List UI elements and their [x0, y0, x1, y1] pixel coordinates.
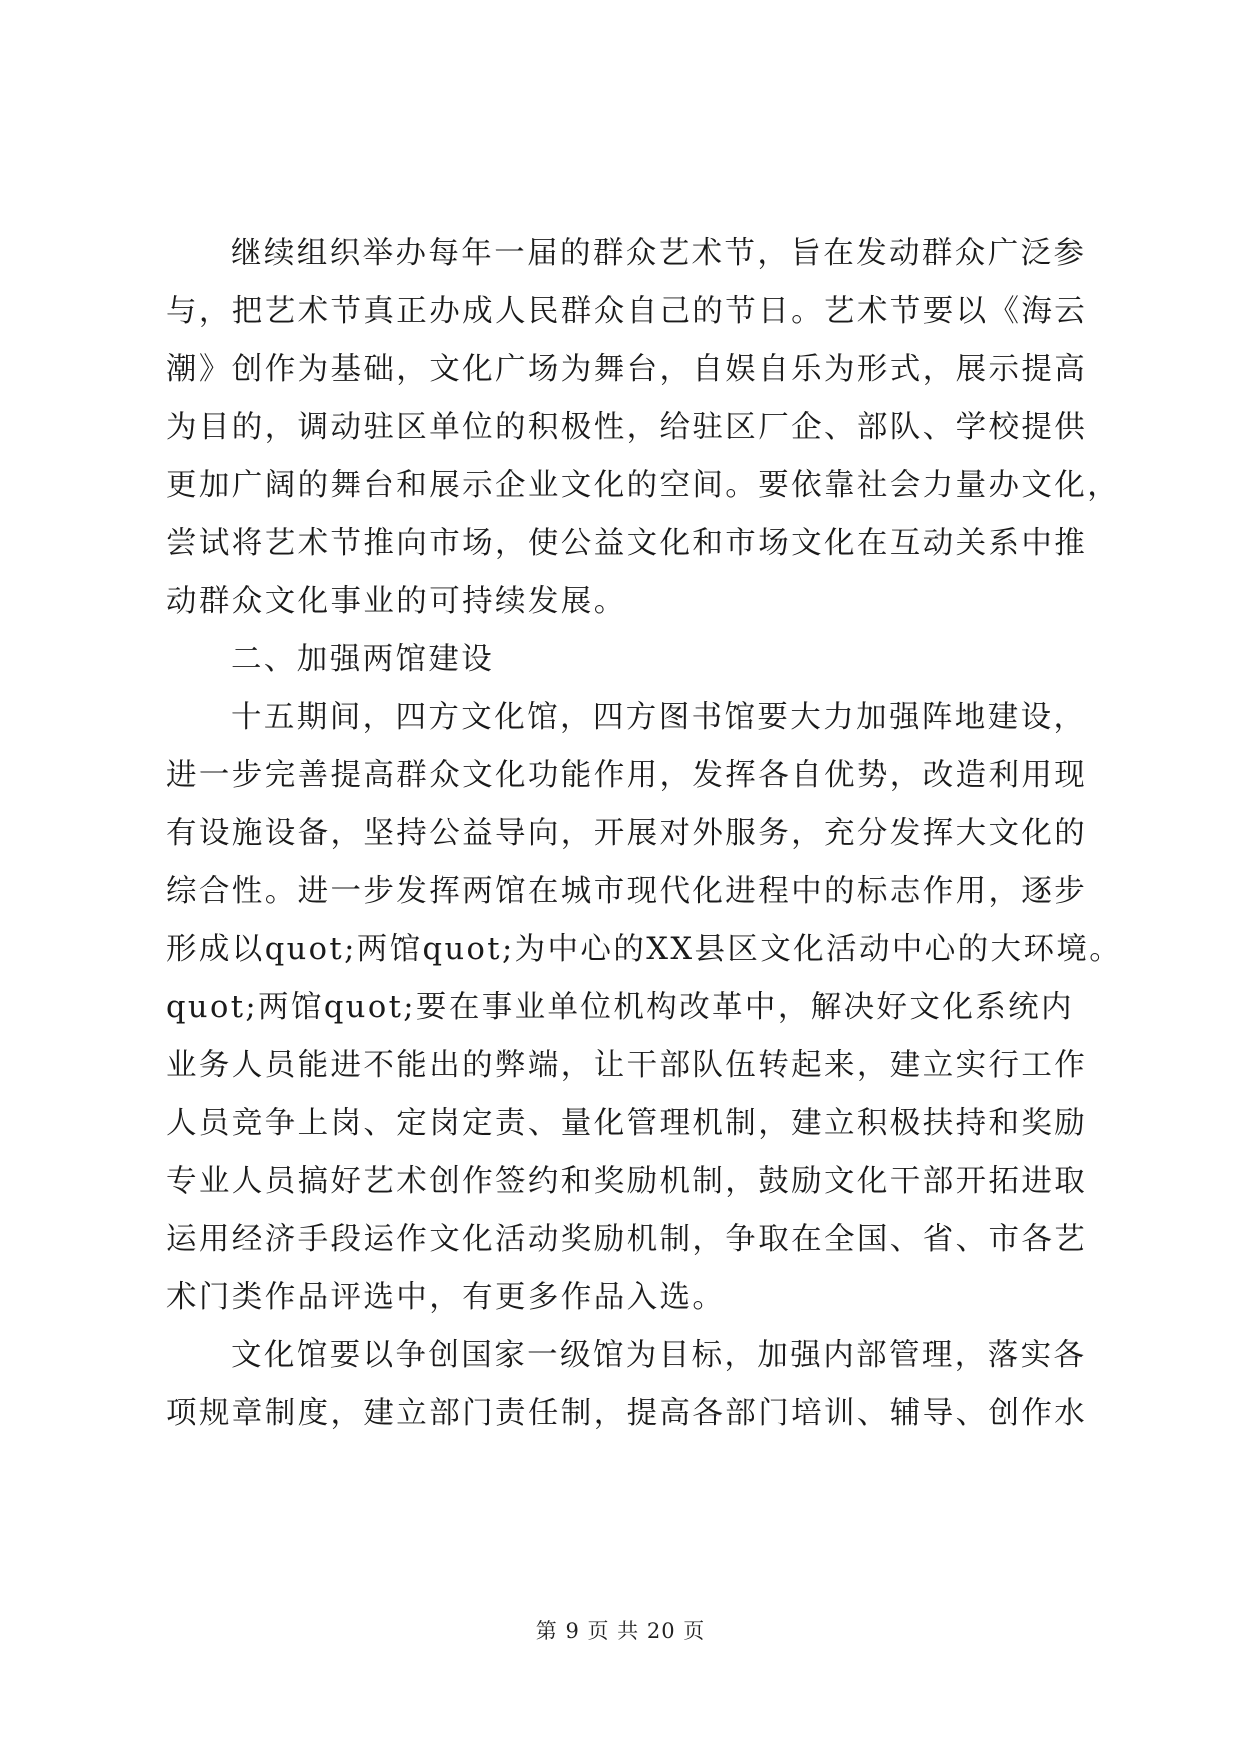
text-line: 专业人员搞好艺术创作签约和奖励机制，鼓励文化干部开拓进取: [166, 1164, 1088, 1199]
text-line: 项规章制度，建立部门责任制，提高各部门培训、辅导、创作水: [166, 1396, 1088, 1431]
text-line: 综合性。进一步发挥两馆在城市现代化进程中的标志作用，逐步: [166, 874, 1088, 909]
text-line: 人员竞争上岗、定岗定责、量化管理机制，建立积极扶持和奖励: [166, 1106, 1088, 1141]
text-line: 动群众文化事业的可持续发展。: [166, 584, 627, 619]
text-line: 运用经济手段运作文化活动奖励机制，争取在全国、省、市各艺: [166, 1222, 1088, 1257]
body-text: [166, 225, 1123, 1443]
section-heading: 二、加强两馆建设: [231, 642, 495, 677]
text-line: quot;两馆quot;要在事业单位机构改革中，解决好文化系统内: [166, 990, 1074, 1025]
text-line: 业务人员能进不能出的弊端，让干部队伍转起来，建立实行工作: [166, 1048, 1088, 1083]
page-number-footer: 第 9 页 共 20 页: [535, 1619, 706, 1643]
text-line: 十五期间，四方文化馆，四方图书馆要大力加强阵地建设，: [231, 700, 1087, 735]
text-line: 继续组织举办每年一届的群众艺术节，旨在发动群众广泛参: [231, 236, 1087, 271]
text-line: 进一步完善提高群众文化功能作用，发挥各自优势，改造利用现: [166, 758, 1088, 793]
text-line: 文化馆要以争创国家一级馆为目标，加强内部管理，落实各: [231, 1338, 1087, 1373]
text-line: 为目的，调动驻区单位的积极性，给驻区厂企、部队、学校提供: [166, 410, 1088, 445]
text-line: 与，把艺术节真正办成人民群众自己的节日。艺术节要以《海云: [166, 294, 1088, 329]
text-line: 尝试将艺术节推向市场，使公益文化和市场文化在互动关系中推: [166, 526, 1088, 561]
text-line: 术门类作品评选中，有更多作品入选。: [166, 1280, 726, 1315]
text-line: 形成以quot;两馆quot;为中心的XX县区文化活动中心的大环境。: [166, 932, 1123, 967]
text-line: 潮》创作为基础，文化广场为舞台，自娱自乐为形式，展示提高: [166, 352, 1088, 387]
text-line: 有设施设备，坚持公益导向，开展对外服务，充分发挥大文化的: [166, 816, 1088, 851]
text-line: 更加广阔的舞台和展示企业文化的空间。要依靠社会力量办文化，: [166, 468, 1121, 503]
